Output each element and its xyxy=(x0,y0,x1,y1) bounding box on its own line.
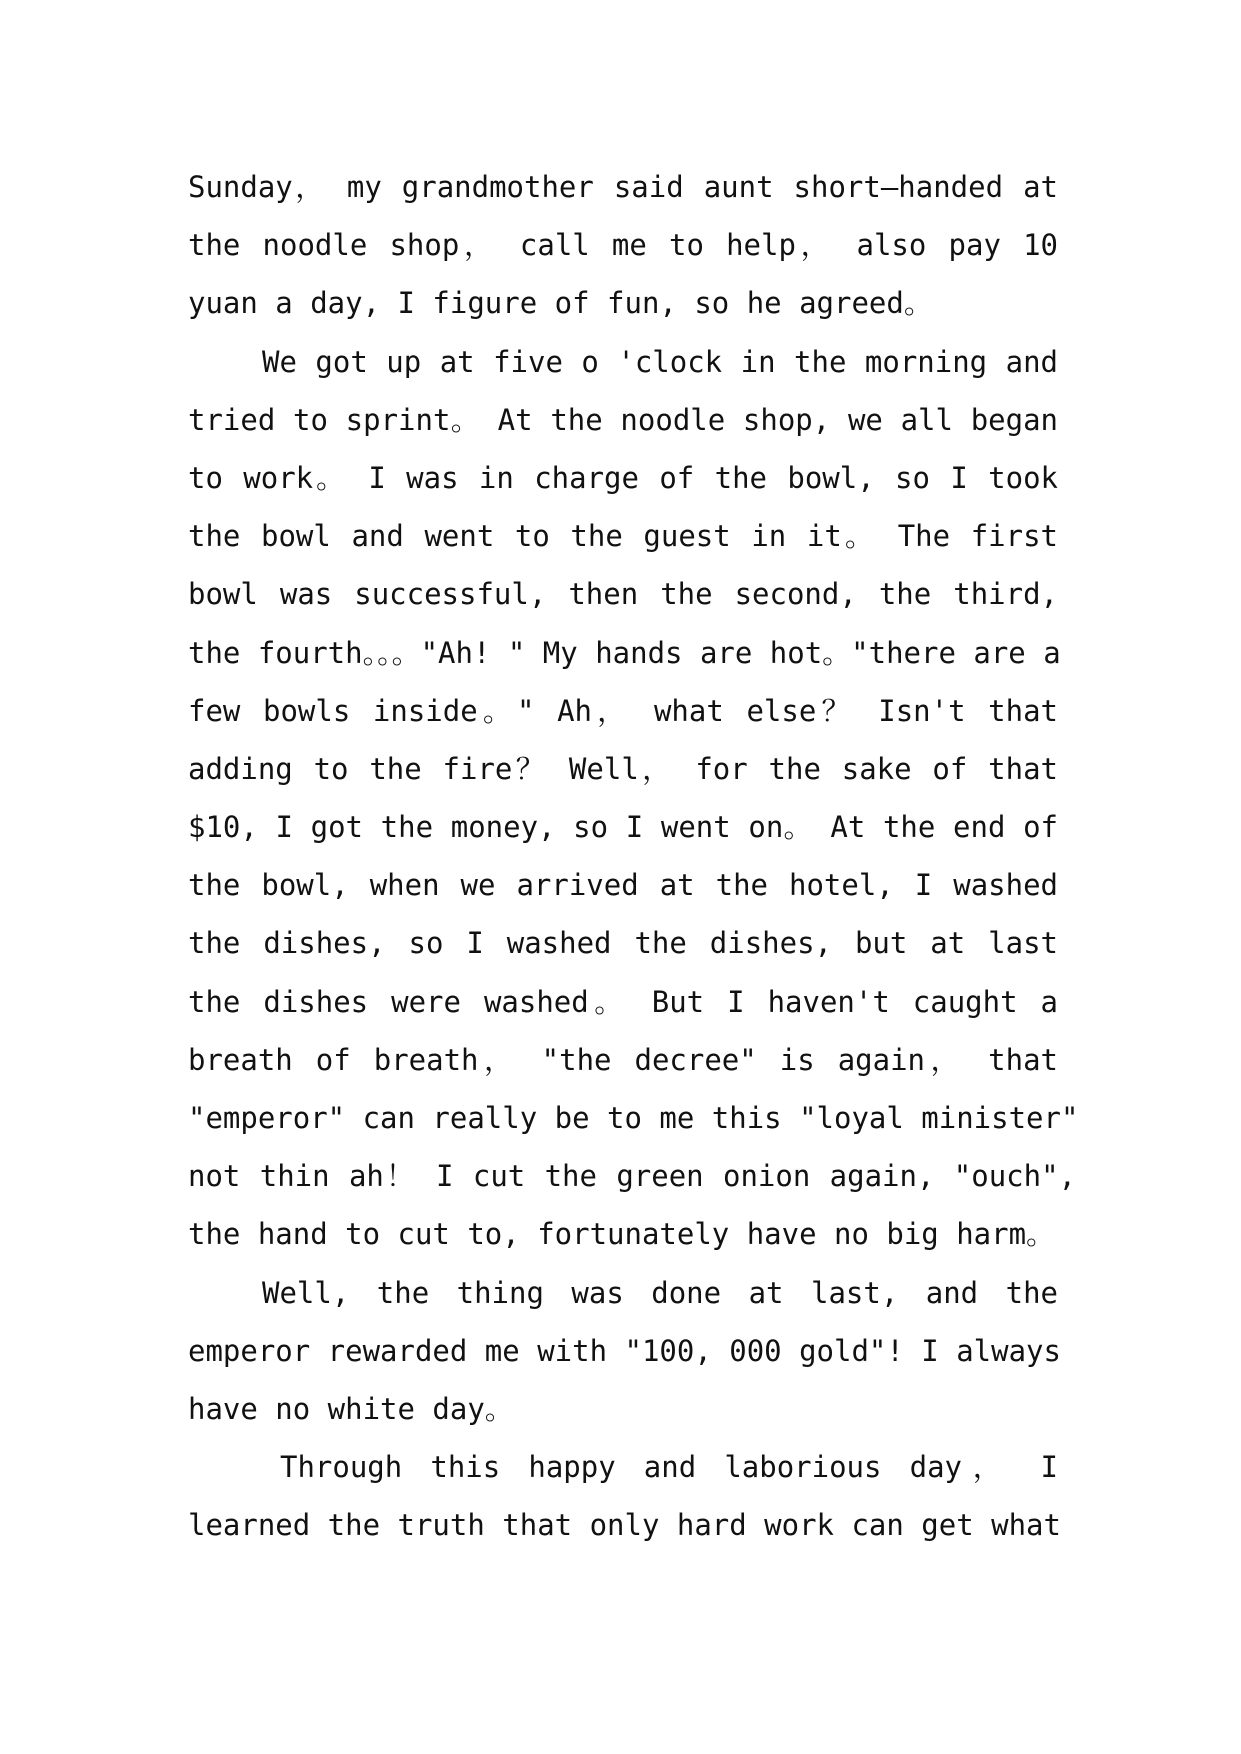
text-line: have no white day。 xyxy=(188,1391,514,1426)
text-line: few bowls inside。" Ah， what else？ Isn't that xyxy=(188,693,1058,728)
paragraph-first-line: We got up at five o 'clock in the morning and xyxy=(262,344,1058,379)
text-line: Sunday， my grandmother said aunt short—handed at xyxy=(188,170,1058,204)
document-body xyxy=(188,158,1079,1555)
text-line: emperor rewarded me with "100, 000 gold"! I always xyxy=(188,1333,1061,1368)
text-line: yuan a day, I figure of fun, so he agreed。 xyxy=(188,286,933,321)
text-line: breath of breath， "the decree" is again， that xyxy=(188,1042,1058,1077)
text-line: adding to the fire？ Well， for the sake of that xyxy=(188,751,1058,786)
text-line: "emperor" can really be to me this "loyal minister" xyxy=(188,1101,1079,1135)
text-line: the hand to cut to, fortunately have no big harm。 xyxy=(188,1217,1056,1252)
text-line: the noodle shop， call me to help， also pay 10 xyxy=(188,228,1058,263)
text-line: to work。 I was in charge of the bowl, so I took xyxy=(188,460,1058,495)
text-line: $10, I got the money, so I went on。 At the end of xyxy=(188,810,1058,845)
text-line: tried to sprint。 At the noodle shop, we all began xyxy=(188,402,1058,437)
text-line: the bowl, when we arrived at the hotel, I washed xyxy=(188,868,1058,903)
text-line: bowl was successful, then the second, the third, xyxy=(188,577,1058,612)
text-line: the dishes were washed。 But I haven't caught a xyxy=(188,984,1058,1019)
text-line: not thin ah！ I cut the green onion again, "ouch", xyxy=(188,1159,1076,1194)
text-line: the dishes, so I washed the dishes, but at last xyxy=(188,926,1058,961)
text-line: the bowl and went to the guest in it。 The first xyxy=(188,519,1058,554)
text-line: the fourth。。。"Ah! " My hands are hot。"there are a xyxy=(188,635,1061,670)
paragraph-first-line: Well, the thing was done at last, and the xyxy=(262,1275,1058,1310)
text-line: learned the truth that only hard work can get what xyxy=(188,1508,1061,1543)
paragraph-first-line: Through this happy and laborious day， I xyxy=(280,1450,1058,1485)
